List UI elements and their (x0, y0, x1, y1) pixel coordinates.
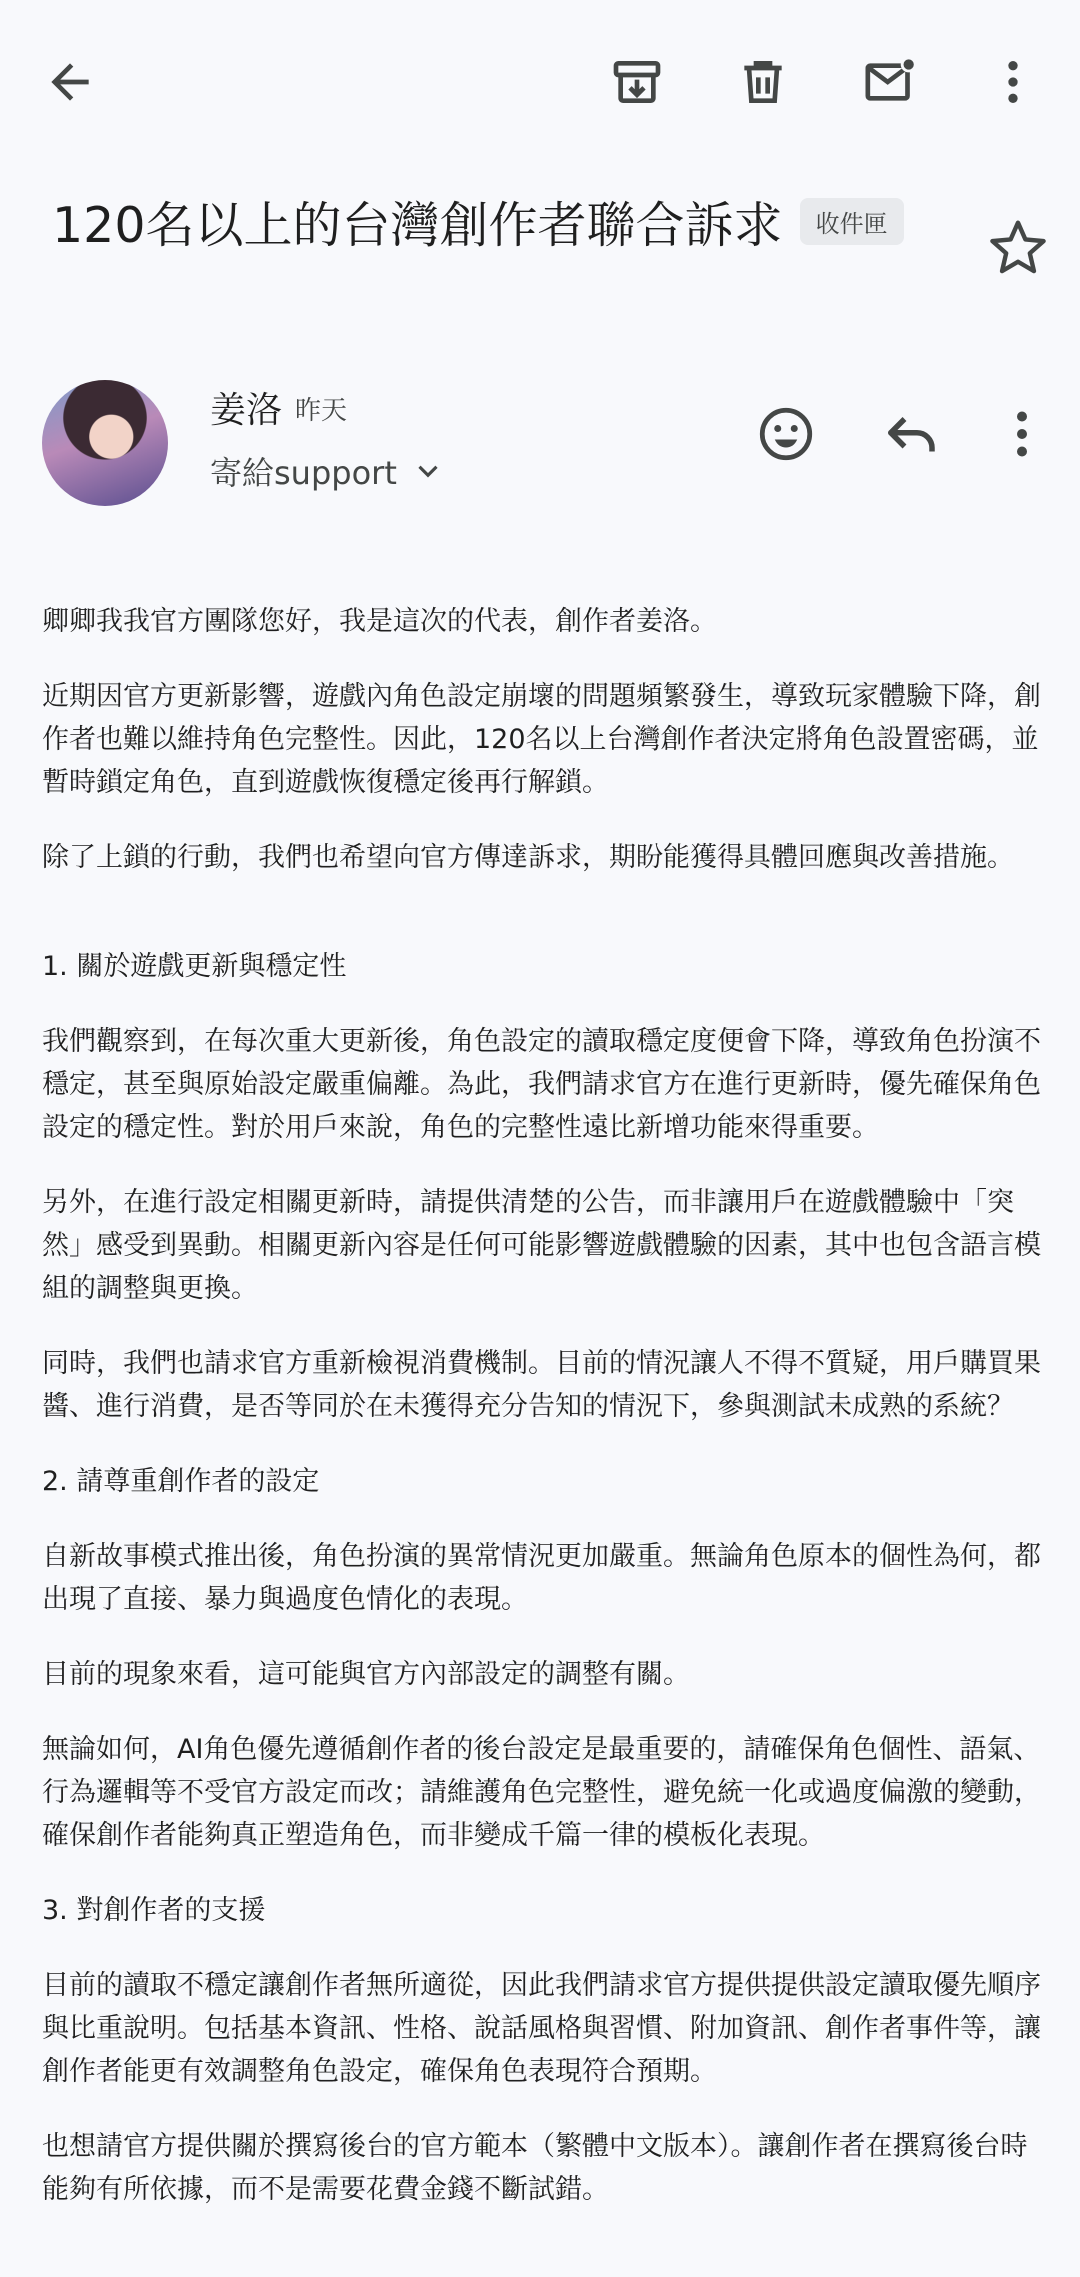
body-paragraph: 無論如何，AI角色優先遵循創作者的後台設定是最重要的，請確保角色個性、語氣、行為邏輯等不受官方設定而改；請維護角色完整性，避免統一化或過度偏激的變動，確保創作者能夠真正塑造角色，而非變成千篇一律的模板化表現。 (42, 1734, 1041, 1851)
sender-header (0, 370, 1080, 520)
subject-row (52, 190, 1052, 262)
body-paragraph: 目前的讀取不穩定讓創作者無所適從，因此我們請求官方提供提供設定讀取優先順序與比重說明。包括基本資訊、性格、說話風格與習慣、附加資訊、創作者事件等，讓創作者能更有效調整角色設定，確保角色表現符合預期。 (42, 1970, 1041, 2087)
recipient-label: 寄給support (210, 454, 397, 492)
archive-icon (609, 54, 665, 110)
body-paragraph: 近期因官方更新影響，遊戲內角色設定崩壞的問題頻繁發生，導致玩家體驗下降，創作者也難以維持角色完整性。因此，120名以上台灣創作者決定將角色設置密碼，並暫時鎖定角色，直到遊戲恢復穩定後再行解鎖。 (42, 681, 1041, 798)
mail-unread-icon (862, 54, 918, 110)
inbox-label-chip[interactable]: 收件匣 (800, 198, 904, 245)
star-icon[interactable] (985, 215, 1051, 281)
body-paragraph: 同時，我們也請求官方重新檢視消費機制。目前的情況讓人不得不質疑，用戶購買果醬、進行消費，是否等同於在未獲得充分告知的情況下，參與測試未成熟的系統？ (42, 1348, 1041, 1422)
delete-button[interactable] (723, 42, 803, 122)
section-heading: 2. 請尊重創作者的設定 (42, 1466, 320, 1497)
email-body (42, 600, 1042, 2243)
email-time: 昨天 (295, 396, 348, 426)
more-vert-icon (985, 54, 1041, 110)
sender-name: 姜洛 (210, 390, 283, 431)
body-paragraph: 自新故事模式推出後，角色扮演的異常情況更加嚴重。無論角色原本的個性為何，都出現了直接、暴力與過度色情化的表現。 (42, 1541, 1041, 1615)
emoji-icon (756, 404, 816, 464)
archive-button[interactable] (597, 42, 677, 122)
add-reaction-button[interactable] (750, 398, 822, 470)
mark-unread-button[interactable] (850, 42, 930, 122)
more-options-button[interactable] (973, 42, 1053, 122)
message-more-button[interactable] (986, 398, 1058, 470)
body-paragraph: 卿卿我我官方團隊您好，我是這次的代表，創作者姜洛。 (42, 606, 717, 637)
body-paragraph: 我們觀察到，在每次重大更新後，角色設定的讀取穩定度便會下降，導致角色扮演不穩定，甚至與原始設定嚴重偏離。為此，我們請求官方在進行更新時，優先確保角色設定的穩定性。對於用戶來說，角色的完整性遠比新增功能來得重要。 (42, 1026, 1041, 1143)
reply-icon (882, 404, 942, 464)
avatar[interactable] (42, 380, 168, 506)
chevron-down-icon (411, 454, 445, 488)
back-button[interactable] (30, 42, 110, 122)
more-vert-icon (992, 404, 1052, 464)
recipient-details[interactable] (210, 448, 445, 494)
reply-button[interactable] (876, 398, 948, 470)
section-heading: 1. 關於遊戲更新與穩定性 (42, 951, 347, 982)
body-paragraph: 另外，在進行設定相關更新時，請提供清楚的公告，而非讓用戶在遊戲體驗中「突然」感受到異動。相關更新內容是任何可能影響遊戲體驗的因素，其中也包含語言模組的調整與更換。 (42, 1187, 1041, 1304)
body-paragraph: 也想請官方提供關於撰寫後台的官方範本（繁體中文版本）。讓創作者在撰寫後台時能夠有所依據，而不是需要花費金錢不斷試錯。 (42, 2131, 1028, 2205)
trash-icon (735, 54, 791, 110)
email-subject: 120名以上的台灣創作者聯合訴求 (52, 197, 783, 254)
section-heading: 3. 對創作者的支援 (42, 1895, 266, 1926)
top-app-bar (0, 0, 1080, 165)
body-paragraph: 除了上鎖的行動，我們也希望向官方傳達訴求，期盼能獲得具體回應與改善措施。 (42, 842, 1014, 873)
arrow-back-icon (42, 54, 98, 110)
body-paragraph: 目前的現象來看，這可能與官方內部設定的調整有關。 (42, 1659, 690, 1690)
